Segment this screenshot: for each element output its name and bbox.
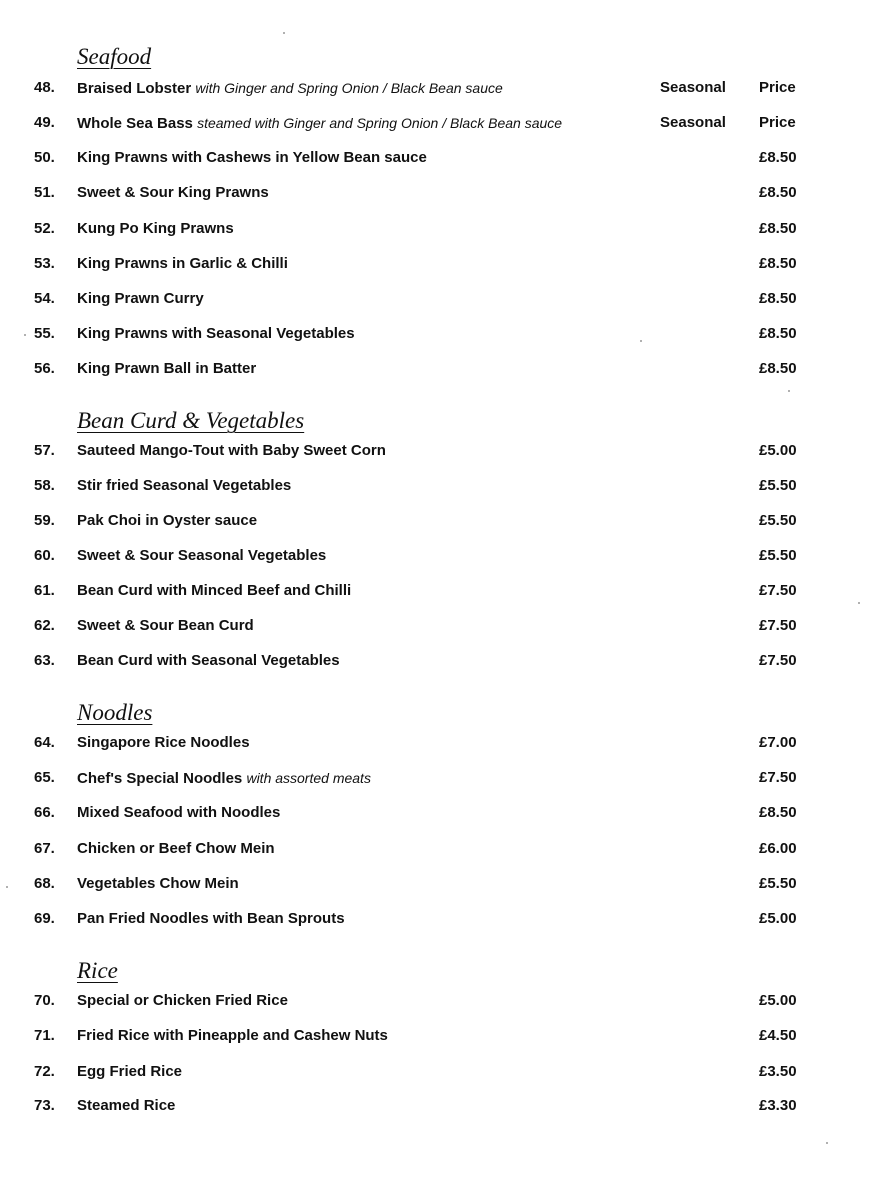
item-price: £5.00 <box>759 910 797 927</box>
menu-item <box>0 359 869 383</box>
item-price: £5.50 <box>759 512 797 529</box>
item-description: with assorted meats <box>246 770 371 786</box>
item-name: Pan Fried Noodles with Bean Sprouts <box>77 910 345 927</box>
item-title: Chef's Special Noodles <box>77 770 243 787</box>
item-number: 64. <box>34 734 55 751</box>
scan-speck <box>788 390 790 392</box>
scan-speck <box>6 886 8 888</box>
item-price: £8.50 <box>759 325 797 342</box>
item-title: Braised Lobster <box>77 80 192 97</box>
item-name: King Prawns with Cashews in Yellow Bean sauce <box>77 149 427 166</box>
item-price: £8.50 <box>759 184 797 201</box>
item-price: £7.50 <box>759 582 797 599</box>
item-number: 56. <box>34 360 55 377</box>
scan-speck <box>24 334 26 336</box>
item-name: Bean Curd with Seasonal Vegetables <box>77 652 340 669</box>
item-name: King Prawns with Seasonal Vegetables <box>77 325 355 342</box>
section-title: Noodles <box>77 700 153 725</box>
item-number: 71. <box>34 1027 55 1044</box>
item-price: £8.50 <box>759 255 797 272</box>
menu-item <box>0 839 869 863</box>
item-name: King Prawn Ball in Batter <box>77 360 257 377</box>
item-description: steamed with Ginger and Spring Onion / Black Bean sauce <box>197 115 563 131</box>
menu-item <box>0 1026 869 1050</box>
item-price: £5.00 <box>759 442 797 459</box>
menu-item <box>0 183 869 207</box>
item-title: Whole Sea Bass <box>77 115 193 132</box>
menu-item <box>0 289 869 313</box>
item-name: Stir fried Seasonal Vegetables <box>77 477 292 494</box>
menu-item <box>0 768 869 792</box>
item-number: 57. <box>34 442 55 459</box>
item-price: £7.50 <box>759 652 797 669</box>
item-price: £7.50 <box>759 617 797 634</box>
item-name: Steamed Rice <box>77 1097 176 1114</box>
menu-item <box>0 148 869 172</box>
menu-item <box>0 616 869 640</box>
section-title: Bean Curd & Vegetables <box>77 408 305 433</box>
item-name: Fried Rice with Pineapple and Cashew Nuts <box>77 1027 388 1044</box>
item-seasonal: Seasonal <box>660 114 726 131</box>
item-price: Price <box>759 114 796 131</box>
item-price: £5.50 <box>759 547 797 564</box>
item-name: Mixed Seafood with Noodles <box>77 804 281 821</box>
item-number: 54. <box>34 290 55 307</box>
item-price: £5.00 <box>759 992 797 1009</box>
item-price: £6.00 <box>759 840 797 857</box>
item-price: Price <box>759 79 796 96</box>
item-name <box>77 78 503 99</box>
item-number: 59. <box>34 512 55 529</box>
item-price: £8.50 <box>759 804 797 821</box>
menu-item <box>0 1096 869 1120</box>
item-name: Sweet & Sour Seasonal Vegetables <box>77 547 327 564</box>
menu-item <box>0 991 869 1015</box>
menu-item <box>0 874 869 898</box>
item-number: 72. <box>34 1063 55 1080</box>
scan-speck <box>858 602 860 604</box>
section-title: Seafood <box>77 44 152 69</box>
item-number: 62. <box>34 617 55 634</box>
menu-item <box>0 441 869 465</box>
item-name: Sweet & Sour King Prawns <box>77 184 269 201</box>
item-name: Vegetables Chow Mein <box>77 875 239 892</box>
menu-item <box>0 78 869 102</box>
item-name <box>77 113 562 134</box>
item-price: £3.30 <box>759 1097 797 1114</box>
item-description: with Ginger and Spring Onion / Black Bean sauce <box>195 80 503 96</box>
menu-item <box>0 733 869 757</box>
item-price: £8.50 <box>759 220 797 237</box>
scan-speck <box>283 32 285 34</box>
item-seasonal: Seasonal <box>660 79 726 96</box>
menu-item <box>0 581 869 605</box>
menu-item <box>0 546 869 570</box>
menu-item <box>0 476 869 500</box>
menu-item <box>0 113 869 137</box>
item-number: 69. <box>34 910 55 927</box>
scan-speck <box>826 1142 828 1144</box>
item-name: Chicken or Beef Chow Mein <box>77 840 275 857</box>
item-number: 61. <box>34 582 55 599</box>
item-number: 53. <box>34 255 55 272</box>
menu-item <box>0 219 869 243</box>
item-number: 49. <box>34 114 55 131</box>
item-name: King Prawn Curry <box>77 290 204 307</box>
scan-speck <box>640 340 642 342</box>
item-name: Special or Chicken Fried Rice <box>77 992 288 1009</box>
item-number: 52. <box>34 220 55 237</box>
item-name <box>77 768 371 789</box>
item-price: £8.50 <box>759 360 797 377</box>
item-number: 66. <box>34 804 55 821</box>
menu-item <box>0 1062 869 1086</box>
item-name: Bean Curd with Minced Beef and Chilli <box>77 582 352 599</box>
item-number: 67. <box>34 840 55 857</box>
menu-item <box>0 254 869 278</box>
item-price: £4.50 <box>759 1027 797 1044</box>
item-number: 60. <box>34 547 55 564</box>
item-name: Sweet & Sour Bean Curd <box>77 617 254 634</box>
menu-item <box>0 651 869 675</box>
item-price: £5.50 <box>759 875 797 892</box>
item-number: 50. <box>34 149 55 166</box>
item-price: £8.50 <box>759 290 797 307</box>
item-name: Egg Fried Rice <box>77 1063 183 1080</box>
item-number: 51. <box>34 184 55 201</box>
item-price: £7.50 <box>759 769 797 786</box>
item-name: Pak Choi in Oyster sauce <box>77 512 258 529</box>
item-number: 48. <box>34 79 55 96</box>
item-name: Kung Po King Prawns <box>77 220 234 237</box>
item-name: Sauteed Mango-Tout with Baby Sweet Corn <box>77 442 386 459</box>
item-price: £7.00 <box>759 734 797 751</box>
menu-item <box>0 511 869 535</box>
item-number: 63. <box>34 652 55 669</box>
item-price: £3.50 <box>759 1063 797 1080</box>
item-name: Singapore Rice Noodles <box>77 734 250 751</box>
item-number: 73. <box>34 1097 55 1114</box>
item-number: 65. <box>34 769 55 786</box>
item-price: £5.50 <box>759 477 797 494</box>
item-number: 68. <box>34 875 55 892</box>
item-price: £8.50 <box>759 149 797 166</box>
item-number: 58. <box>34 477 55 494</box>
item-name: King Prawns in Garlic & Chilli <box>77 255 288 272</box>
section-title: Rice <box>77 958 118 983</box>
menu-item <box>0 803 869 827</box>
item-number: 55. <box>34 325 55 342</box>
menu-item <box>0 909 869 933</box>
menu-item <box>0 324 869 348</box>
item-number: 70. <box>34 992 55 1009</box>
